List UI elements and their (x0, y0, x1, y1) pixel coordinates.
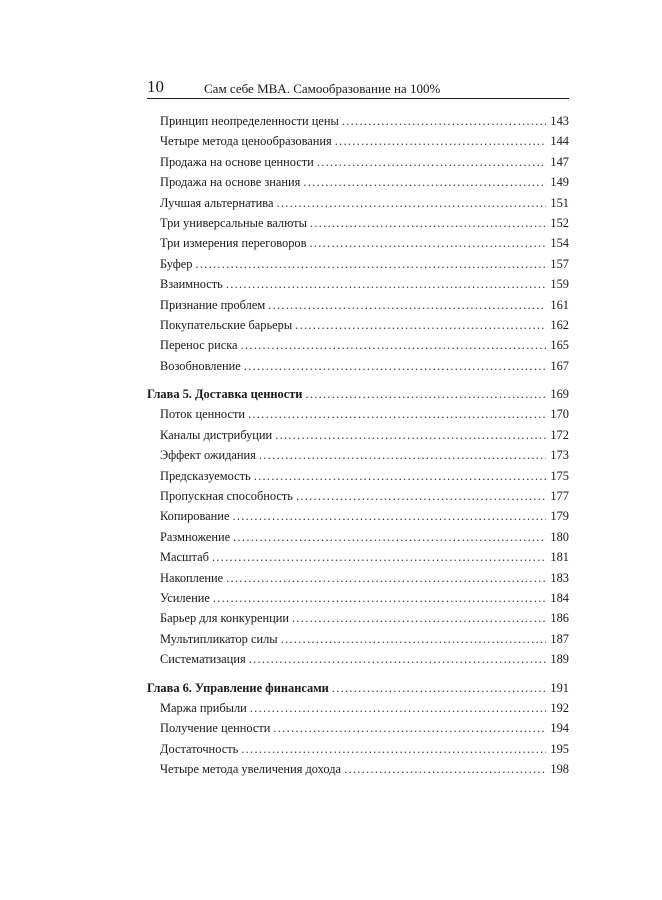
toc-entry[interactable] (147, 359, 569, 379)
toc-entry[interactable] (147, 652, 569, 672)
toc-entry-page: 198 (550, 762, 569, 777)
toc-entry-page: 170 (550, 407, 569, 422)
toc-entry[interactable] (147, 591, 569, 611)
dot-leader (309, 236, 546, 251)
toc-entry-page: 143 (550, 114, 569, 128)
dot-leader (273, 721, 546, 736)
toc-entry[interactable] (147, 236, 569, 256)
toc-entry[interactable] (147, 571, 569, 591)
toc-entry[interactable] (147, 530, 569, 550)
page-number: 10 (147, 77, 164, 96)
dot-leader (303, 175, 546, 190)
toc-entry-title: Достаточность (160, 741, 239, 756)
dot-leader (275, 428, 546, 443)
toc-entry-title: Масштаб (160, 550, 209, 565)
dot-leader (241, 338, 547, 353)
toc-entry[interactable] (147, 632, 569, 652)
toc-entry-page: 157 (550, 256, 569, 271)
dot-leader (212, 550, 546, 565)
toc-entry[interactable] (147, 277, 569, 297)
toc-entry-title: Систематизация (160, 652, 246, 667)
toc-chapter-6[interactable] (147, 681, 569, 701)
toc-entry[interactable] (147, 762, 569, 782)
toc-chapter-5[interactable] (147, 387, 569, 407)
chapter-title: Глава 5. Доставка ценности (147, 387, 303, 402)
toc-entry-page: 184 (550, 590, 569, 605)
dot-leader (332, 681, 547, 696)
toc-entry-title: Получение ценности (160, 721, 271, 736)
toc-entry-page: 195 (550, 741, 569, 756)
toc-entry-title: Маржа прибыли (160, 700, 247, 715)
chapter-page: 169 (550, 387, 569, 402)
toc-entry[interactable] (147, 196, 569, 216)
toc-entry[interactable] (147, 721, 569, 741)
toc-entry-page: 152 (550, 215, 569, 230)
dot-leader (317, 155, 547, 170)
toc-entry-title: Продажа на основе знания (160, 175, 301, 190)
dot-leader (248, 407, 546, 422)
toc-entry-page: 186 (550, 611, 569, 626)
toc-entry-page: 159 (550, 277, 569, 292)
toc-entry-title: Предсказуемость (160, 468, 251, 483)
toc-entry[interactable] (147, 448, 569, 468)
running-title: Сам себе MBA. Самообразование на 100% (204, 81, 441, 96)
toc-entry-title: Возобновление (160, 358, 241, 373)
dot-leader (244, 359, 547, 374)
toc-entry-page: 162 (550, 317, 569, 332)
toc-entry-title: Три измерения переговоров (160, 236, 307, 251)
toc-entry-title: Четыре метода увеличения дохода (160, 762, 342, 777)
toc-entry[interactable] (147, 318, 569, 338)
dot-leader (310, 216, 546, 231)
toc-entry[interactable] (147, 742, 569, 762)
chapter-page: 191 (550, 680, 569, 695)
toc-entry[interactable] (147, 489, 569, 509)
toc-entry-page: 192 (550, 700, 569, 715)
toc-entry[interactable] (147, 257, 569, 277)
toc-entry-page: 144 (550, 134, 569, 149)
toc-entry[interactable] (147, 701, 569, 721)
toc-entry-title: Мультипликатор силы (160, 631, 278, 646)
dot-leader (226, 277, 547, 292)
toc-entry-page: 147 (550, 154, 569, 169)
toc-entry-page: 177 (550, 489, 569, 504)
dot-leader (249, 652, 547, 667)
chapter-title: Глава 6. Управление финансами (147, 680, 329, 695)
toc-entry-page: 161 (550, 297, 569, 312)
toc-entry-title: Принцип неопределенности цены (160, 114, 339, 128)
toc-entry[interactable] (147, 338, 569, 358)
toc-entry-title: Лучшая альтернатива (160, 195, 274, 210)
toc-entry-title: Копирование (160, 509, 230, 524)
toc-entry[interactable] (147, 407, 569, 427)
toc-entry[interactable] (147, 298, 569, 318)
toc-entry[interactable] (147, 134, 569, 154)
toc-entry[interactable] (147, 114, 569, 134)
dot-leader (305, 387, 546, 402)
spacer (147, 379, 569, 387)
toc-entry-title: Накопление (160, 570, 224, 585)
toc-entry-title: Каналы дистрибуции (160, 427, 273, 442)
toc-entry-title: Эффект ожидания (160, 448, 256, 463)
toc-entry-page: 167 (550, 358, 569, 373)
toc-entry-title: Взаимность (160, 277, 223, 292)
dot-leader (232, 509, 546, 524)
dot-leader (342, 114, 547, 129)
toc-entry-page: 179 (550, 509, 569, 524)
dot-leader (344, 762, 546, 777)
running-header (147, 76, 569, 99)
toc-entry-title: Три универсальные валюты (160, 215, 307, 230)
toc-entry-title: Барьер для конкуренции (160, 611, 290, 626)
toc-entry[interactable] (147, 509, 569, 529)
toc-entry-title: Перенос риска (160, 338, 238, 353)
toc-entry-page: 189 (550, 652, 569, 667)
toc-entry-title: Пропускная способность (160, 489, 293, 504)
toc-entry-page: 194 (550, 721, 569, 736)
toc-entry[interactable] (147, 469, 569, 489)
dot-leader (281, 632, 547, 647)
toc-entry-page: 165 (550, 338, 569, 353)
toc-entry-page: 149 (550, 175, 569, 190)
dot-leader (241, 742, 546, 757)
table-of-contents (147, 114, 569, 783)
toc-entry-page: 181 (550, 550, 569, 565)
dot-leader (292, 611, 546, 626)
dot-leader (213, 591, 547, 606)
toc-entry-title: Признание проблем (160, 297, 266, 312)
toc-entry[interactable] (147, 216, 569, 236)
toc-entry[interactable] (147, 155, 569, 175)
toc-entry[interactable] (147, 550, 569, 570)
toc-entry-title: Продажа на основе ценности (160, 154, 314, 169)
dot-leader (233, 530, 546, 545)
toc-entry[interactable] (147, 611, 569, 631)
toc-entry-title: Буфер (160, 256, 193, 271)
spacer (147, 673, 569, 681)
dot-leader (276, 196, 546, 211)
toc-entry-title: Покупательские барьеры (160, 317, 293, 332)
toc-entry-title: Поток ценности (160, 407, 245, 422)
toc-entry[interactable] (147, 428, 569, 448)
toc-entry-title: Размножение (160, 529, 231, 544)
toc-entry-page: 173 (550, 448, 569, 463)
toc-entry-page: 175 (550, 468, 569, 483)
dot-leader (195, 257, 546, 272)
toc-entry-page: 172 (550, 427, 569, 442)
toc-entry-page: 180 (550, 529, 569, 544)
dot-leader (259, 448, 547, 463)
toc-entry-title: Четыре метода ценообразования (160, 134, 332, 149)
toc-entry-page: 183 (550, 570, 569, 585)
toc-entry[interactable] (147, 175, 569, 195)
dot-leader (295, 318, 546, 333)
toc-entry-page: 151 (550, 195, 569, 210)
dot-leader (254, 469, 547, 484)
toc-entry-title: Усиление (160, 590, 210, 605)
dot-leader (296, 489, 546, 504)
dot-leader (335, 134, 547, 149)
toc-entry-page: 154 (550, 236, 569, 251)
dot-leader (268, 298, 546, 313)
dot-leader (250, 701, 547, 716)
toc-entry-page: 187 (550, 631, 569, 646)
dot-leader (226, 571, 546, 586)
